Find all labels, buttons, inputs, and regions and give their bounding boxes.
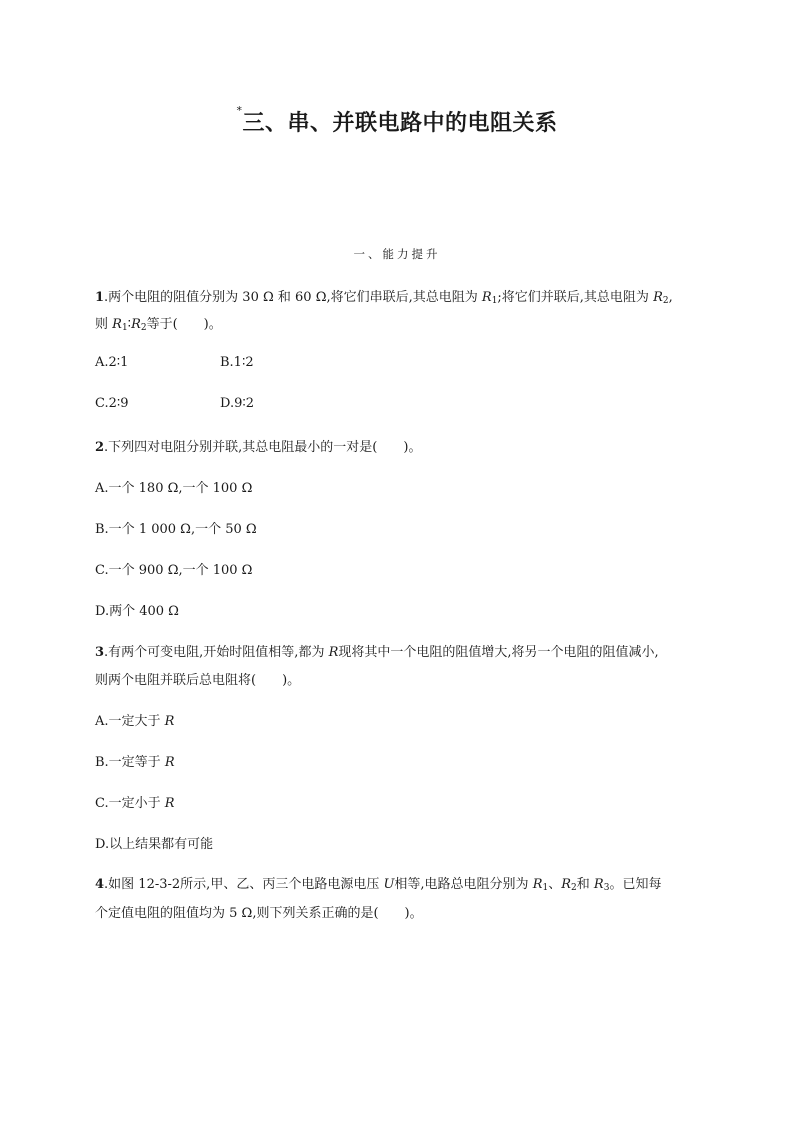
question-2-option-d: D.两个 400 Ω: [95, 604, 179, 619]
section-heading: 一、能力提升: [353, 247, 441, 261]
question-2-option-b: B.一个 1 000 Ω,一个 50 Ω: [95, 522, 257, 537]
question-4-number: 4: [95, 877, 105, 892]
title-marker: *: [236, 104, 243, 117]
option-text: B.一定等于: [95, 755, 165, 770]
question-1-line-2: [95, 313, 222, 333]
ratio-colon: ∶: [127, 317, 132, 332]
var-r3: R: [593, 877, 604, 892]
question-3-number: 3: [95, 645, 105, 660]
question-2-number: 2: [95, 440, 105, 455]
option-text: A.一定大于: [95, 714, 165, 729]
question-2-text: .下列四对电阻分别并联,其总电阻最小的一对是( )。: [104, 440, 422, 455]
page-title: [0, 106, 794, 137]
question-2-option-a: A.一个 180 Ω,一个 100 Ω: [95, 481, 253, 496]
sub-1: 1: [121, 323, 128, 333]
var-r1: R: [481, 290, 492, 305]
question-1-line2-end: 等于( )。: [146, 317, 222, 332]
question-4-line-2: 个定值电阻的阻值均为 5 Ω,则下列关系正确的是( )。: [95, 906, 423, 921]
question-1-text-mid: ;将它们并联后,其总电阻为: [497, 290, 654, 305]
question-1-line-1: [95, 286, 673, 306]
var-r: R: [328, 645, 339, 660]
sub-3: 3: [603, 883, 610, 893]
sub-2: 2: [571, 883, 577, 893]
question-1-option-d: D.9∶2: [220, 396, 255, 411]
question-1-number: 1: [95, 290, 105, 305]
question-1-text-end: ,: [668, 290, 673, 305]
separator: 和: [576, 877, 594, 892]
question-1-option-b: B.1∶2: [220, 355, 254, 370]
question-1-text: .两个电阻的阻值分别为 30 Ω 和 60 Ω,将它们串联后,其总电阻为: [104, 290, 482, 305]
var-r1: R: [532, 877, 543, 892]
question-3-text: .有两个可变电阻,开始时阻值相等,都为: [104, 645, 329, 660]
sub-2: 2: [140, 323, 147, 333]
var-r: R: [164, 796, 175, 811]
sub-1: 1: [542, 883, 549, 893]
var-r1: R: [112, 317, 122, 332]
question-3-line-2: 则两个电阻并联后总电阻将( )。: [95, 673, 301, 688]
var-r2: R: [131, 317, 141, 332]
question-1-option-a: A.2∶1: [95, 355, 129, 370]
question-3-option-c: [95, 792, 175, 811]
option-text: C.一定小于: [95, 796, 165, 811]
question-3-option-d: [95, 833, 213, 852]
question-3-text-post: 现将其中一个电阻的阻值增大,将另一个电阻的阻值减小,: [338, 645, 659, 660]
question-1-option-c: C.2∶9: [95, 396, 129, 411]
question-3-line-1: [95, 641, 659, 660]
question-2-stem: [95, 436, 421, 455]
question-1-line2-pre: 则: [95, 317, 113, 332]
var-r2: R: [561, 877, 572, 892]
title-text: 三、串、并联电路中的电阻关系: [242, 111, 558, 136]
separator: 、: [548, 877, 562, 892]
question-3-option-b: [95, 751, 175, 770]
question-3-option-a: [95, 710, 174, 729]
question-4-text-c: 。已知每: [609, 877, 662, 892]
option-text: D.以上结果都有可能: [95, 837, 214, 852]
sub-1: 1: [491, 296, 498, 306]
question-4-text-b: 相等,电路总电阻分别为: [394, 877, 533, 892]
var-u: U: [383, 877, 395, 892]
question-2-option-c: C.一个 900 Ω,一个 100 Ω: [95, 563, 253, 578]
var-r2: R: [653, 290, 663, 305]
question-4-text: .如图 12-3-2所示,甲、乙、丙三个电路电源电压: [104, 877, 384, 892]
sub-2: 2: [662, 296, 669, 306]
var-r: R: [164, 714, 175, 729]
var-r: R: [164, 755, 175, 770]
question-4-line-1: [95, 873, 661, 893]
